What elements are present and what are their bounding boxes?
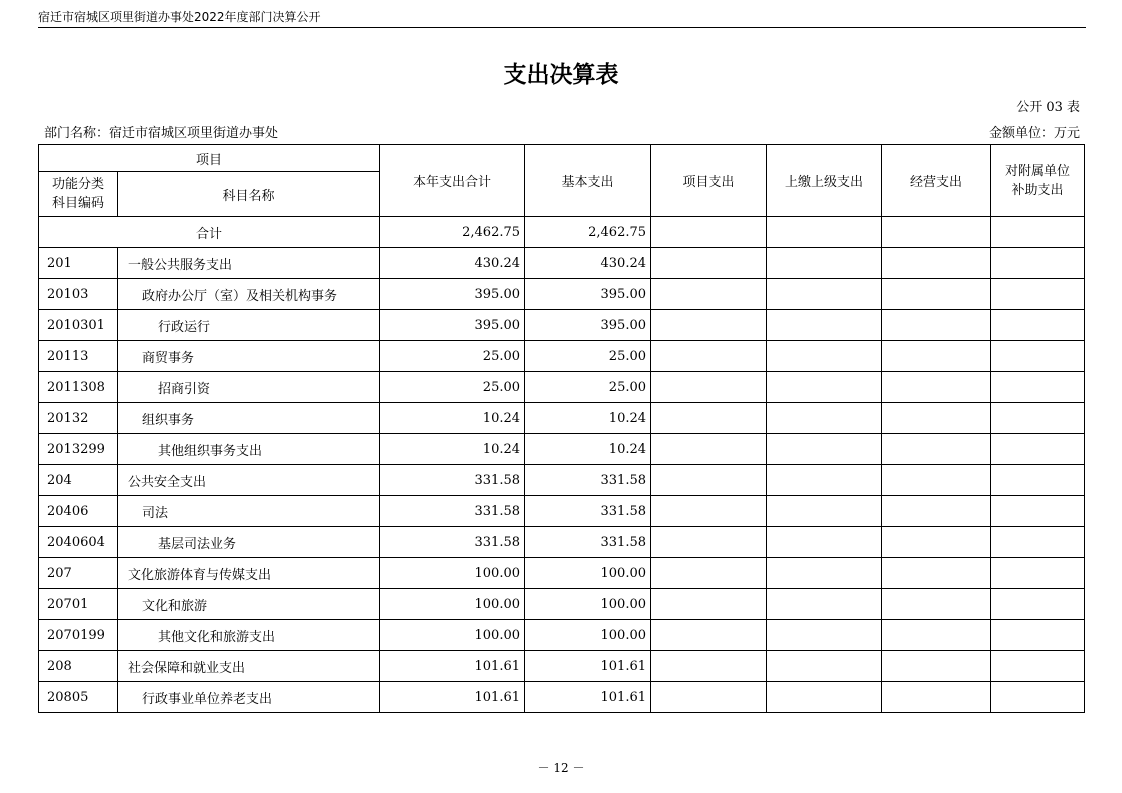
cell-subsidy: [991, 465, 1085, 496]
cell-name: 文化旅游体育与传媒支出: [118, 558, 380, 589]
cell-project: [651, 651, 767, 682]
header-total: 本年支出合计: [380, 145, 525, 217]
cell-project: [651, 527, 767, 558]
cell-code: 2010301: [39, 310, 118, 341]
cell-business: [882, 527, 991, 558]
cell-business: [882, 496, 991, 527]
expenditure-table: [38, 144, 1085, 713]
cell-subsidy: [991, 248, 1085, 279]
cell-upper: [767, 465, 882, 496]
unit-label: 金额单位：万元: [988, 126, 1080, 141]
department-label: 部门名称：宿迁市宿城区项里街道办事处: [44, 126, 279, 141]
header-subsidy: 对附属单位补助支出: [991, 145, 1085, 217]
cell-code: 204: [39, 465, 118, 496]
cell-name: 商贸事务: [118, 341, 380, 372]
cell-business: [882, 248, 991, 279]
cell-code: 20132: [39, 403, 118, 434]
summary-row: [39, 217, 1085, 248]
cell-code: 20701: [39, 589, 118, 620]
header-name: 科目名称: [118, 172, 380, 217]
cell-total: 101.61: [380, 651, 525, 682]
cell-total: 100.00: [380, 558, 525, 589]
cell-code: 2070199: [39, 620, 118, 651]
cell-subsidy: [991, 496, 1085, 527]
cell-business: [882, 620, 991, 651]
cell-project: [651, 310, 767, 341]
cell-project: [651, 682, 767, 713]
table-row: [39, 496, 1085, 527]
table-row: [39, 682, 1085, 713]
table-row: [39, 434, 1085, 465]
cell-subsidy: [991, 558, 1085, 589]
cell-subsidy: [991, 279, 1085, 310]
cell-basic: 100.00: [525, 589, 651, 620]
cell-code: 20113: [39, 341, 118, 372]
cell-subsidy: [991, 651, 1085, 682]
summary-total: 2,462.75: [380, 217, 525, 248]
cell-upper: [767, 682, 882, 713]
header-business: 经营支出: [882, 145, 991, 217]
table-row: [39, 372, 1085, 403]
cell-upper: [767, 248, 882, 279]
cell-total: 101.61: [380, 682, 525, 713]
cell-subsidy: [991, 682, 1085, 713]
cell-basic: 100.00: [525, 558, 651, 589]
cell-upper: [767, 310, 882, 341]
cell-total: 331.58: [380, 496, 525, 527]
cell-project: [651, 372, 767, 403]
cell-upper: [767, 589, 882, 620]
cell-name: 组织事务: [118, 403, 380, 434]
header-divider: [38, 27, 1086, 28]
cell-basic: 101.61: [525, 651, 651, 682]
cell-total: 395.00: [380, 310, 525, 341]
cell-project: [651, 558, 767, 589]
cell-basic: 430.24: [525, 248, 651, 279]
header-basic: 基本支出: [525, 145, 651, 217]
cell-business: [882, 310, 991, 341]
cell-subsidy: [991, 527, 1085, 558]
table-row: [39, 248, 1085, 279]
cell-name: 政府办公厅（室）及相关机构事务: [118, 279, 380, 310]
cell-basic: 395.00: [525, 310, 651, 341]
cell-business: [882, 372, 991, 403]
cell-business: [882, 279, 991, 310]
header-item: 项目: [39, 145, 380, 172]
cell-project: [651, 434, 767, 465]
cell-code: 20805: [39, 682, 118, 713]
cell-name: 社会保障和就业支出: [118, 651, 380, 682]
cell-upper: [767, 372, 882, 403]
table-row: [39, 279, 1085, 310]
cell-code: 207: [39, 558, 118, 589]
cell-basic: 25.00: [525, 372, 651, 403]
cell-basic: 331.58: [525, 496, 651, 527]
cell-upper: [767, 620, 882, 651]
cell-total: 331.58: [380, 465, 525, 496]
cell-business: [882, 558, 991, 589]
cell-upper: [767, 403, 882, 434]
cell-project: [651, 279, 767, 310]
cell-subsidy: [991, 341, 1085, 372]
summary-subsidy: [991, 217, 1085, 248]
cell-total: 10.24: [380, 434, 525, 465]
cell-total: 25.00: [380, 341, 525, 372]
summary-project: [651, 217, 767, 248]
cell-name: 行政事业单位养老支出: [118, 682, 380, 713]
page-title: 支出决算表: [503, 62, 619, 88]
summary-basic: 2,462.75: [525, 217, 651, 248]
header-project: 项目支出: [651, 145, 767, 217]
cell-project: [651, 403, 767, 434]
cell-basic: 395.00: [525, 279, 651, 310]
table-row: [39, 589, 1085, 620]
cell-business: [882, 651, 991, 682]
cell-project: [651, 248, 767, 279]
cell-business: [882, 341, 991, 372]
cell-name: 基层司法业务: [118, 527, 380, 558]
summary-label: 合计: [39, 217, 380, 248]
cell-subsidy: [991, 310, 1085, 341]
cell-business: [882, 465, 991, 496]
cell-name: 行政运行: [118, 310, 380, 341]
cell-basic: 331.58: [525, 527, 651, 558]
cell-code: 208: [39, 651, 118, 682]
cell-business: [882, 682, 991, 713]
cell-total: 395.00: [380, 279, 525, 310]
cell-basic: 25.00: [525, 341, 651, 372]
cell-upper: [767, 279, 882, 310]
cell-total: 331.58: [380, 527, 525, 558]
cell-code: 201: [39, 248, 118, 279]
header-code: 功能分类科目编码: [39, 172, 118, 217]
header-upper: 上缴上级支出: [767, 145, 882, 217]
page-number: － 12 －: [537, 761, 585, 775]
cell-project: [651, 496, 767, 527]
cell-upper: [767, 527, 882, 558]
cell-upper: [767, 341, 882, 372]
table-row: [39, 465, 1085, 496]
cell-upper: [767, 434, 882, 465]
cell-business: [882, 403, 991, 434]
cell-total: 430.24: [380, 248, 525, 279]
cell-subsidy: [991, 620, 1085, 651]
cell-name: 文化和旅游: [118, 589, 380, 620]
cell-business: [882, 434, 991, 465]
cell-basic: 10.24: [525, 403, 651, 434]
cell-upper: [767, 651, 882, 682]
cell-basic: 100.00: [525, 620, 651, 651]
cell-name: 司法: [118, 496, 380, 527]
cell-name: 一般公共服务支出: [118, 248, 380, 279]
table-row: [39, 310, 1085, 341]
cell-total: 10.24: [380, 403, 525, 434]
cell-code: 2013299: [39, 434, 118, 465]
cell-basic: 10.24: [525, 434, 651, 465]
cell-total: 25.00: [380, 372, 525, 403]
cell-code: 2011308: [39, 372, 118, 403]
cell-name: 其他组织事务支出: [118, 434, 380, 465]
cell-code: 20406: [39, 496, 118, 527]
cell-upper: [767, 558, 882, 589]
cell-code: 2040604: [39, 527, 118, 558]
cell-subsidy: [991, 403, 1085, 434]
cell-code: 20103: [39, 279, 118, 310]
cell-name: 招商引资: [118, 372, 380, 403]
cell-upper: [767, 496, 882, 527]
cell-project: [651, 620, 767, 651]
cell-basic: 331.58: [525, 465, 651, 496]
cell-subsidy: [991, 589, 1085, 620]
cell-basic: 101.61: [525, 682, 651, 713]
cell-subsidy: [991, 434, 1085, 465]
table-row: [39, 403, 1085, 434]
summary-business: [882, 217, 991, 248]
cell-project: [651, 341, 767, 372]
table-row: [39, 620, 1085, 651]
cell-subsidy: [991, 372, 1085, 403]
table-row: [39, 651, 1085, 682]
cell-name: 公共安全支出: [118, 465, 380, 496]
table-row: [39, 527, 1085, 558]
cell-total: 100.00: [380, 589, 525, 620]
cell-total: 100.00: [380, 620, 525, 651]
table-row: [39, 558, 1085, 589]
cell-project: [651, 465, 767, 496]
document-header: 宿迁市宿城区项里街道办事处2022年度部门决算公开: [38, 10, 321, 24]
cell-name: 其他文化和旅游支出: [118, 620, 380, 651]
summary-upper: [767, 217, 882, 248]
cell-project: [651, 589, 767, 620]
table-number: 公开 03 表: [1016, 100, 1080, 115]
cell-business: [882, 589, 991, 620]
table-row: [39, 341, 1085, 372]
